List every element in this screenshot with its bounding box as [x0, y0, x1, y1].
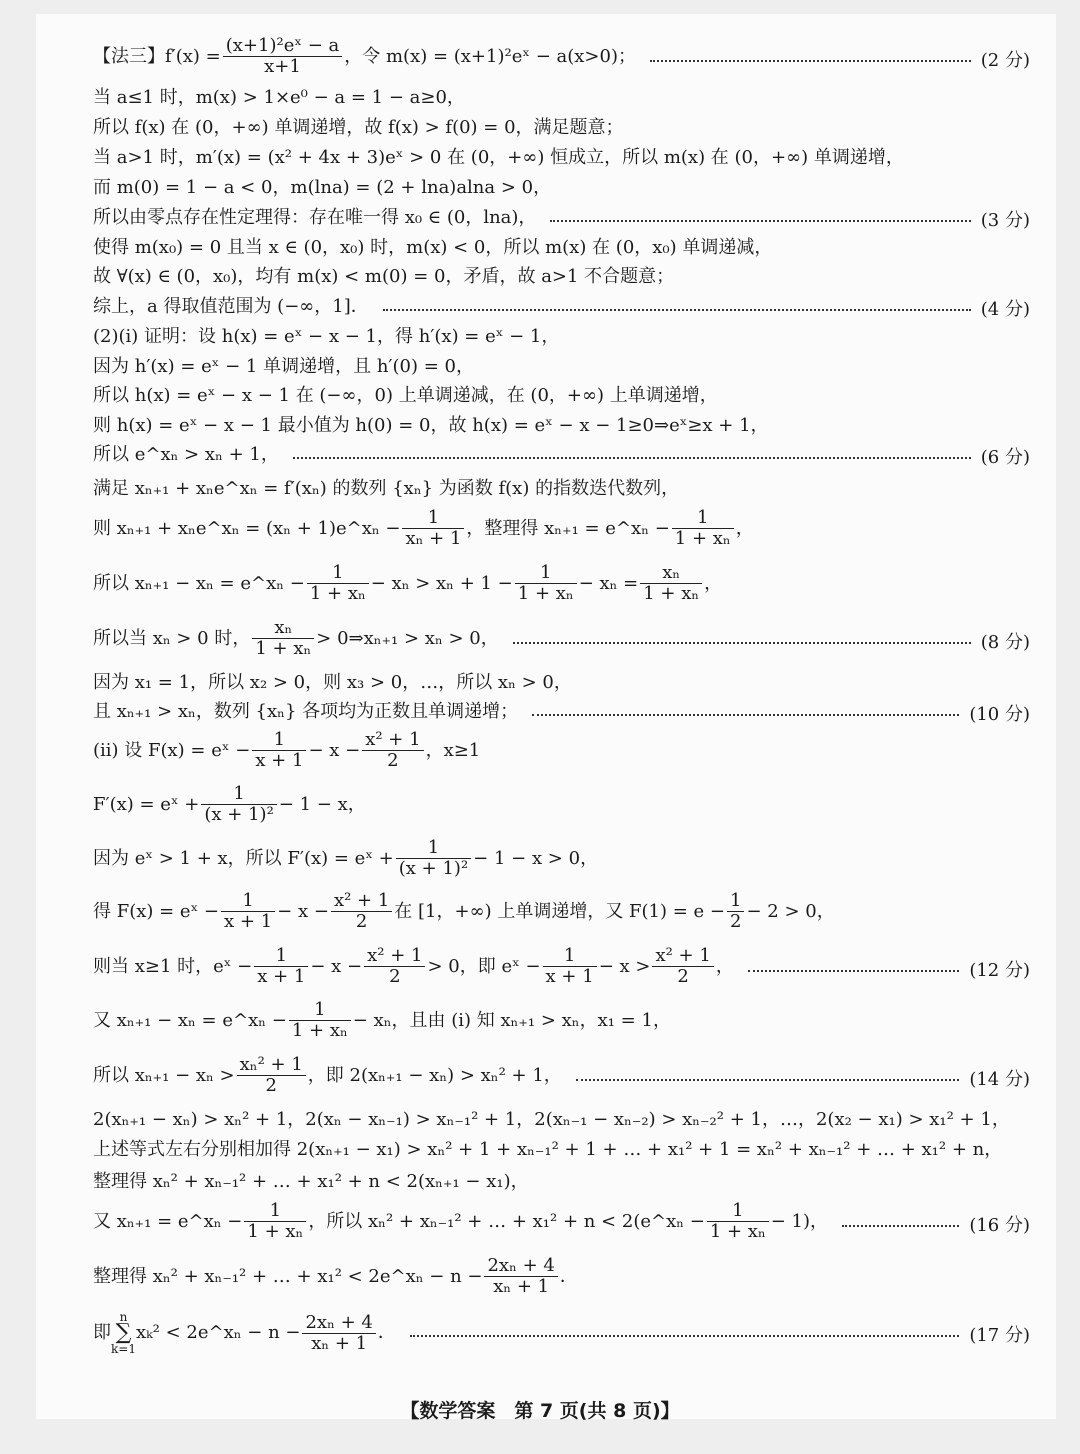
solution-line [93, 414, 1032, 438]
numerator: (x+1)²eˣ − a [223, 36, 342, 57]
line-text: 因为 eˣ > 1 + x，所以 F′(x) = eˣ + [93, 847, 394, 869]
line-text: 又 xₙ₊₁ − xₙ = e^xₙ − [93, 1009, 287, 1031]
score-mark: (4 分) [980, 299, 1030, 320]
denominator: 1 + xₙ [291, 1020, 348, 1041]
solution-line [93, 1311, 1032, 1355]
fraction [223, 36, 342, 77]
line-text: (2)(ⅰ) 证明：设 h(x) = eˣ − x − 1，得 h′(x) = eˣ − 1， [93, 326, 560, 347]
numerator: 1 [289, 1000, 351, 1021]
solution-line [93, 946, 1032, 987]
line-text: 即 [93, 1322, 111, 1343]
solution-line [93, 838, 1032, 879]
numerator: 1 [252, 730, 306, 751]
solution-line [93, 1000, 1032, 1041]
solution-line [93, 384, 1032, 408]
fraction [640, 563, 702, 604]
score-mark: (2 分) [980, 50, 1030, 71]
line-text: 【法三】f′(x) = [93, 45, 221, 67]
line-text: 所以 h(x) = eˣ − x − 1 在 (−∞，0) 上单调递减，在 (0，+∞) 上单调递增， [93, 385, 718, 406]
line-text: ，整理得 xₙ₊₁ = e^xₙ − [466, 517, 670, 539]
score-mark: (10 分) [969, 704, 1030, 725]
denominator: 1 + xₙ [674, 528, 731, 549]
page-footer: 【数学答案 第 7 页(共 8 页)】 [400, 1400, 680, 1422]
line-text: 整理得 xₙ² + xₙ₋₁² + … + x₁² + n < 2(xₙ₊₁ − x₁)， [93, 1171, 529, 1192]
solution-line [93, 36, 1032, 77]
line-text: 2(xₙ₊₁ − xₙ) > xₙ² + 1，2(xₙ − xₙ₋₁) > xₙ₋₁² + 1，2(xₙ₋₁ − xₙ₋₂) > xₙ₋₂² + 1，…，2(x₂ − x₁) > x₁² + 1， [93, 1109, 1010, 1130]
denominator: 2 [355, 911, 368, 932]
denominator: x + 1 [255, 750, 304, 771]
denominator: xₙ + 1 [405, 528, 462, 549]
solution-line [93, 146, 1032, 170]
line-text: ，x≥1 [425, 739, 481, 761]
fraction [307, 563, 369, 604]
line-text: ， [704, 572, 723, 594]
dotted-leader [410, 1335, 959, 1337]
line-text: ， [715, 955, 734, 977]
dotted-leader [842, 1225, 959, 1227]
dotted-leader [748, 970, 960, 972]
line-text: ． [559, 1265, 578, 1287]
line-text: 又 xₙ₊₁ = e^xₙ − [93, 1210, 243, 1232]
numerator: 1 [244, 1201, 306, 1222]
line-text: − xₙ = [578, 572, 639, 594]
solution-line [93, 1055, 1032, 1096]
dotted-leader [650, 60, 971, 62]
fraction [672, 508, 734, 549]
line-text: 所以由零点存在性定理得：存在唯一得 x₀ ∈ (0，lna)， [93, 207, 537, 228]
line-text: 上述等式左右分别相加得 2(xₙ₊₁ − x₁) > xₙ² + 1 + xₙ₋₁² + 1 + … + x₁² + 1 = xₙ² + xₙ₋₁² + … + x₁² + n， [93, 1139, 1003, 1160]
score-mark: (3 分) [980, 210, 1030, 231]
line-text: 使得 m(x₀) = 0 且当 x ∈ (0，x₀) 时，m(x) < 0，所以 m(x) 在 (0，x₀) 单调递减， [93, 237, 773, 258]
numerator: 1 [254, 946, 308, 967]
denominator: 2 [387, 750, 399, 771]
line-text: − x − [277, 900, 329, 922]
denominator: 1 + xₙ [517, 583, 574, 604]
fraction [289, 1000, 351, 1041]
line-text: 当 a≤1 时，m(x) > 1×e⁰ − a = 1 − a≥0， [93, 87, 465, 108]
summation [111, 1311, 136, 1355]
line-text: − xₙ > xₙ + 1 − [370, 572, 513, 594]
numerator: 1 [307, 563, 369, 584]
line-text: xₖ² < 2e^xₙ − n − [135, 1322, 301, 1343]
score-mark: (6 分) [980, 447, 1030, 468]
solution-line [93, 443, 1032, 467]
denominator: 1 + xₙ [255, 638, 312, 659]
numerator: 1 [727, 891, 744, 912]
fraction [302, 1313, 375, 1354]
numerator: xₙ [640, 563, 702, 584]
fraction [727, 891, 744, 932]
score-mark: (12 分) [969, 960, 1030, 981]
fraction [707, 1201, 769, 1242]
line-text: 所以 f(x) 在 (0，+∞) 单调递增，故 f(x) > f(0) = 0，满足题意； [93, 117, 624, 138]
line-text: 故 ∀(x) ∈ (0，x₀)，均有 m(x) < m(0) = 0，矛盾，故 a>1 不合题意； [93, 266, 675, 287]
solution-line [93, 1108, 1032, 1132]
dotted-leader [513, 642, 971, 644]
solution-line [93, 295, 1032, 319]
fraction [201, 784, 276, 825]
line-text: − 1 − x > 0， [473, 847, 599, 869]
denominator: (x + 1)² [398, 858, 469, 879]
numerator: 1 [201, 784, 276, 805]
solution-line [93, 891, 1032, 932]
fraction [221, 891, 275, 932]
solution-line [93, 236, 1032, 260]
solution-line [93, 784, 1032, 825]
denominator: x+1 [264, 56, 301, 77]
line-text: F′(x) = eˣ + [93, 793, 200, 815]
line-text: − xₙ，且由 (ⅰ) 知 xₙ₊₁ > xₙ，x₁ = 1， [352, 1009, 671, 1031]
line-text: (ⅱ) 设 F(x) = eˣ − [93, 739, 251, 761]
score-mark: (8 分) [980, 632, 1030, 653]
line-text: 在 [1，+∞) 上单调递增，又 F(1) = e − [394, 900, 726, 922]
line-text: − x > [598, 955, 651, 977]
fraction [362, 730, 423, 771]
sigma-symbol: ∑ [115, 1320, 132, 1345]
score-mark: (17 分) [969, 1325, 1030, 1346]
solution-line [93, 1138, 1032, 1162]
numerator: 1 [402, 508, 464, 529]
solution-line [93, 618, 1032, 659]
fraction [396, 838, 471, 879]
numerator: 2xₙ + 4 [484, 1256, 557, 1277]
numerator: x² + 1 [362, 730, 423, 751]
line-text: − 1)， [770, 1210, 829, 1232]
line-text: − x − [310, 955, 363, 977]
line-text: 因为 x₁ = 1，所以 x₂ > 0，则 x₃ > 0，…，所以 xₙ > 0， [93, 672, 572, 693]
line-text: 所以当 xₙ > 0 时， [93, 627, 251, 649]
score-mark: (14 分) [969, 1069, 1030, 1090]
dotted-leader [550, 220, 970, 222]
fraction [244, 1201, 306, 1242]
numerator: x² + 1 [331, 891, 392, 912]
denominator: 1 + xₙ [709, 1221, 766, 1242]
fraction [543, 946, 597, 987]
denominator: 2 [265, 1075, 277, 1096]
sum-upper: n [119, 1310, 128, 1324]
solution-line [93, 1170, 1032, 1194]
line-text: > 0，即 eˣ − [427, 955, 541, 977]
score-mark: (16 分) [969, 1215, 1030, 1236]
solution-line [93, 1256, 1032, 1297]
fraction [331, 891, 392, 932]
solution-line [93, 355, 1032, 379]
denominator: (x + 1)² [204, 804, 274, 825]
line-text: ． [377, 1322, 396, 1343]
fraction [402, 508, 464, 549]
line-text: 所以 e^xₙ > xₙ + 1， [93, 444, 279, 465]
solution-line [93, 508, 1032, 549]
denominator: x + 1 [257, 966, 306, 987]
line-text: 则当 x≥1 时，eˣ − [93, 955, 253, 977]
denominator: x + 1 [545, 966, 594, 987]
dotted-leader [576, 1079, 960, 1081]
line-text: 所以 xₙ₊₁ − xₙ > [93, 1064, 235, 1086]
solution-line [93, 86, 1032, 110]
line-text: 当 a>1 时，m′(x) = (x² + 4x + 3)eˣ > 0 在 (0，+∞) 恒成立，所以 m(x) 在 (0，+∞) 单调递增， [93, 147, 904, 168]
numerator: 1 [672, 508, 734, 529]
line-text: 且 xₙ₊₁ > xₙ，数列 {xₙ} 各项均为正数且单调递增； [93, 701, 519, 722]
dotted-leader [383, 309, 971, 311]
line-text: 整理得 xₙ² + xₙ₋₁² + … + x₁² < 2e^xₙ − n − [93, 1265, 483, 1287]
fraction [252, 730, 306, 771]
fraction [252, 618, 314, 659]
denominator: 1 + xₙ [309, 583, 366, 604]
line-text: − x − [308, 739, 361, 761]
line-text: ，令 m(x) = (x+1)²eˣ − a(x>0)； [344, 45, 636, 67]
line-text: 因为 h′(x) = eˣ − 1 单调递增，且 h′(0) = 0， [93, 356, 474, 377]
denominator: x + 1 [224, 911, 273, 932]
solution-line [93, 477, 1032, 501]
numerator: xₙ² + 1 [237, 1055, 306, 1076]
solution-line [93, 176, 1032, 200]
fraction [254, 946, 308, 987]
solution-line [93, 563, 1032, 604]
fraction [237, 1055, 306, 1096]
line-text: 得 F(x) = eˣ − [93, 900, 220, 922]
line-text: − 1 − x， [278, 793, 366, 815]
denominator: 1 + xₙ [247, 1221, 304, 1242]
line-text: > 0⇒xₙ₊₁ > xₙ > 0， [316, 627, 499, 649]
numerator: 1 [396, 838, 471, 859]
solution-line [93, 671, 1032, 695]
solution-line [93, 116, 1032, 140]
line-text: 所以 xₙ₊₁ − xₙ = e^xₙ − [93, 572, 305, 594]
fraction [515, 563, 577, 604]
line-text: ， [735, 517, 754, 539]
denominator: xₙ + 1 [311, 1332, 368, 1354]
fraction [364, 946, 425, 987]
numerator: x² + 1 [364, 946, 425, 967]
numerator: 1 [221, 891, 275, 912]
line-text: − 2 > 0， [746, 900, 835, 922]
solution-line [93, 206, 1032, 230]
denominator: xₙ + 1 [493, 1276, 550, 1297]
solution-line [93, 1201, 1032, 1242]
line-text: ，即 2(xₙ₊₁ − xₙ) > xₙ² + 1， [307, 1064, 562, 1086]
solution-line [93, 325, 1032, 349]
solution-line [93, 265, 1032, 289]
solution-line [93, 730, 1032, 771]
numerator: 1 [515, 563, 577, 584]
numerator: 1 [707, 1201, 769, 1222]
sum-lower: k=1 [111, 1342, 136, 1356]
line-text: 则 h(x) = eˣ − x − 1 最小值为 h(0) = 0，故 h(x) = eˣ − x − 1≥0⇒eˣ≥x + 1， [93, 415, 769, 436]
numerator: x² + 1 [652, 946, 713, 967]
line-text: ，所以 xₙ² + xₙ₋₁² + … + x₁² + n < 2(e^xₙ − [308, 1210, 705, 1232]
solution-line [93, 700, 1032, 724]
fraction [652, 946, 713, 987]
numerator: 1 [543, 946, 597, 967]
line-text: 综上，a 得取值范围为 (−∞，1]． [93, 296, 369, 317]
dotted-leader [293, 457, 971, 459]
fraction [484, 1256, 557, 1297]
line-text: 则 xₙ₊₁ + xₙe^xₙ = (xₙ + 1)e^xₙ − [93, 517, 401, 539]
line-text: 而 m(0) = 1 − a < 0，m(lna) = (2 + lna)alna > 0， [93, 177, 552, 198]
denominator: 2 [389, 966, 401, 987]
denominator: 2 [730, 911, 742, 932]
denominator: 1 + xₙ [643, 583, 700, 604]
numerator: 2xₙ + 4 [302, 1313, 375, 1334]
dotted-leader [532, 714, 959, 716]
numerator: xₙ [252, 618, 314, 639]
line-text: 满足 xₙ₊₁ + xₙe^xₙ = f′(xₙ) 的数列 {xₙ} 为函数 f(x) 的指数迭代数列， [93, 478, 680, 499]
denominator: 2 [677, 966, 689, 987]
